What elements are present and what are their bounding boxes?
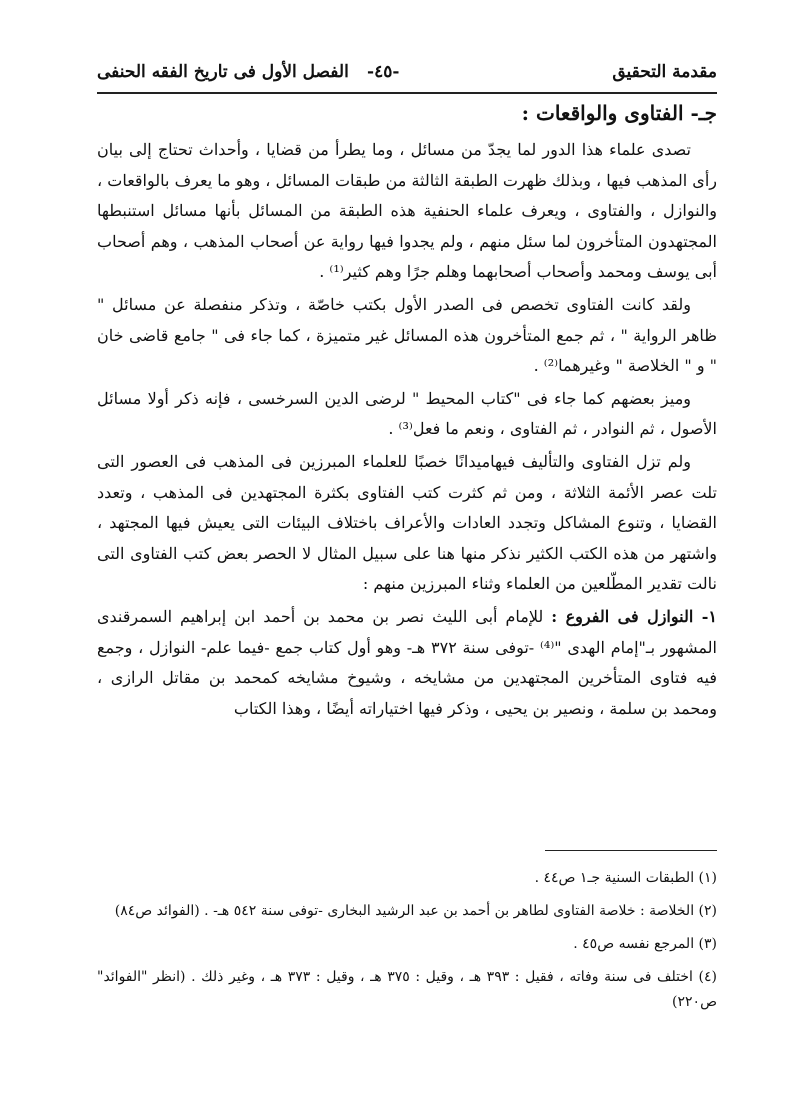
footnotes (97, 866, 717, 1023)
section-title: جـ- الفتاوى والواقعات : (521, 101, 717, 125)
header-chapter-title: الفصل الأول فى تاريخ الفقه الحنفى (97, 62, 349, 82)
paragraph: وميز بعضهم كما جاء فى "كتاب المحيط " لرضى الدين السرخسى ، فإنه ذكر أولا مسائل الأصول ، ثم النوادر ، ثم الفتاوى ، ونعم ما فعل⁽³⁾ . (97, 388, 717, 439)
main-text (97, 135, 717, 724)
paragraph: ولقد كانت الفتاوى تخصص فى الصدر الأول بكتب خاصّة ، وتذكر منفصلة عن مسائل " ظاهر الرواية " ، ثم جمع المتأخرون هذه المسائل غير متميزة ، كما جاء فى " جامع قاضى خان " و " الخلاصة " وغيرهما⁽²⁾ . (97, 294, 717, 376)
footnote: (٤) اختلف فى سنة وفاته ، فقيل : ٣٩٣ هـ ، وقيل : ٣٧٥ هـ ، وقيل : ٣٧٣ هـ ، وغير ذلك . (انظر "الفوائد" ص٢٢٠) (97, 969, 717, 1010)
paragraph: ولم تزل الفتاوى والتأليف فيهاميدانًا خصبًا للعلماء المبرزين فى المذهب فى العصور التى تلت عصر الأئمة الثلاثة ، ومن ثم كثرت كتب الفتاوى بكثرة المجتهدين فى المذهب ، وتعدد القضايا ، وتنوع المشاكل وتجدد العادات والأعراف باختلاف البيئات التى يعيش فيها المجتهد ، واشتهر من هذه الكتب الكثير نذكر منها هنا على سبيل المثال لا الحصر بعض كتب الفتاوى التى نالت تقدير المطّلعين من العلماء وثناء المبرزين منهم : (97, 451, 717, 594)
list-item-heading: ١- النوازل فى الفروع : (551, 606, 717, 626)
page-number: -٤٥- (367, 62, 400, 82)
footnote: (٣) المرجع نفسه ص٤٥ . (573, 936, 717, 952)
header-book-part: مقدمة التحقيق (612, 62, 717, 82)
footnote-divider (545, 850, 717, 851)
footnote: (١) الطبقات السنية جـ١ ص٤٤ . (534, 870, 717, 886)
list-item (97, 602, 717, 724)
paragraph: تصدى علماء هذا الدور لما يجدّ من مسائل ، وما يطرأ من قضايا ، وأحداث تحتاج إلى بيان رأى المذهب فيها ، وبذلك ظهرت الطبقة الثالثة من طبقات المسائل ، وهو ما يعرف بالواقعات ، والنوازل ، والفتاوى ، ويعرف علماء الحنفية هذه الطبقة من المسائل بأنها مسائل استنبطها المجتهدون المتأخرون لما سئل منهم ، ولم يجدوا فيها رواية عن أصحاب المذهب ، وهم أصحاب أبى يوسف ومحمد وأصحاب أصحابهما وهلم جرًا وهم كثير⁽¹⁾ . (97, 140, 718, 282)
footnote: (٢) الخلاصة : خلاصة الفتاوى لطاهر بن أحمد بن عبد الرشيد البخارى -توفى سنة ٥٤٢ هـ- . (الفوائد ص٨٤) (114, 903, 717, 919)
header-divider (97, 92, 717, 94)
running-header (97, 58, 717, 92)
list-item-text: للإمام أبى الليث نصر بن محمد بن أحمد ابن إبراهيم السمرقندى المشهور بـ"إمام الهدى "⁽⁴⁾ -توفى سنة ٣٧٢ هـ- وهو أول كتاب جمع -فيما علم- النوازل ، وجمع فيه فتاوى المتأخرين المجتهدين من مشايخه ، وشيوخ مشايخه كمحمد بن مقاتل الرازى ، ومحمد بن سلمة ، ونصير بن يحيى ، وذكر فيها اختياراته أيضًا ، وهذا الكتاب (97, 606, 718, 718)
